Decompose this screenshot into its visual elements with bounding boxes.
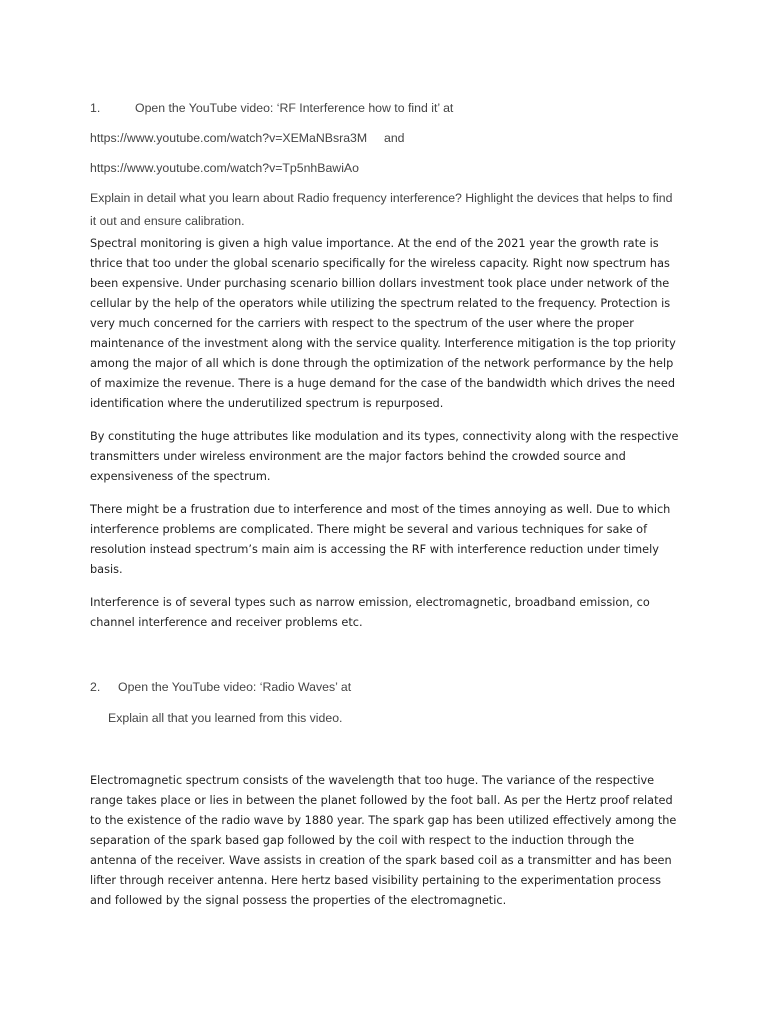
question-1-number: 1. bbox=[90, 101, 101, 115]
question-1-url-1: https://www.youtube.com/watch?v=XEMaNBsra3M bbox=[90, 131, 368, 145]
question-1-text: Explain in detail what you learn about Radio frequency interference? Highlight the devices that helps to find it out and ensure calibration. bbox=[90, 191, 673, 228]
question-2-prompt: Open the YouTube video: ‘Radio Waves’ at bbox=[118, 680, 352, 694]
answer-1-paragraph-1: Spectral monitoring is given a high value importance. At the end of the 2021 year the growth rate is thrice that too under the global scenario specifically for the wireless capacity. Right now spectrum has been expensive. Under purchasing scenario billion dollars investment took place under network of the cellular by the help of the operators while utilizing the spectrum related to the frequency. Protection is very much concerned for the carriers with respect to the spectrum of the user where the proper maintenance of the investment along with the service quality. Interference mitigation is the top priority among the major of all which is done through the optimization of the network performance by the help of maximize the revenue. There is a huge demand for the case of the bandwidth which drives the need identification where the underutilized spectrum is repurposed. bbox=[90, 237, 676, 410]
question-1-conjunction: and bbox=[384, 131, 405, 145]
answer-1-paragraph-3: There might be a frustration due to interference and most of the times annoying as well. Due to which interference problems are complicated. There might be several and various techniques for sake of resolution instead spectrum’s main aim is accessing the RF with interference reduction under timely basis. bbox=[90, 503, 671, 576]
question-2-text: Explain all that you learned from this video. bbox=[108, 711, 343, 725]
answer-1-paragraph-2: By constituting the huge attributes like modulation and its types, connectivity along with the respective transmitters under wireless environment are the major factors behind the crowded source and expensiveness of the spectrum. bbox=[90, 430, 679, 483]
answer-2-paragraph: Electromagnetic spectrum consists of the wavelength that too huge. The variance of the respective range takes place or lies in between the planet followed by the foot ball. As per the Hertz proof related to the existence of the radio wave by 1880 year. The spark gap has been utilized effectively among the separation of the spark based gap followed by the coil with respect to the induction through the antenna of the receiver. Wave assists in creation of the spark based coil as a transmitter and has been lifter through receiver antenna. Here hertz based visibility pertaining to the experimentation process and followed by the signal possess the properties of the electromagnetic. bbox=[90, 774, 677, 907]
answer-1-paragraph-4: Interference is of several types such as narrow emission, electromagnetic, broadband emission, co channel interference and receiver problems etc. bbox=[90, 596, 650, 629]
question-2-number: 2. bbox=[90, 680, 101, 694]
question-1-url-2: https://www.youtube.com/watch?v=Tp5nhBawiAo bbox=[90, 161, 359, 175]
question-1-prompt: Open the YouTube video: ‘RF Interference how to find it’ at bbox=[135, 101, 454, 115]
